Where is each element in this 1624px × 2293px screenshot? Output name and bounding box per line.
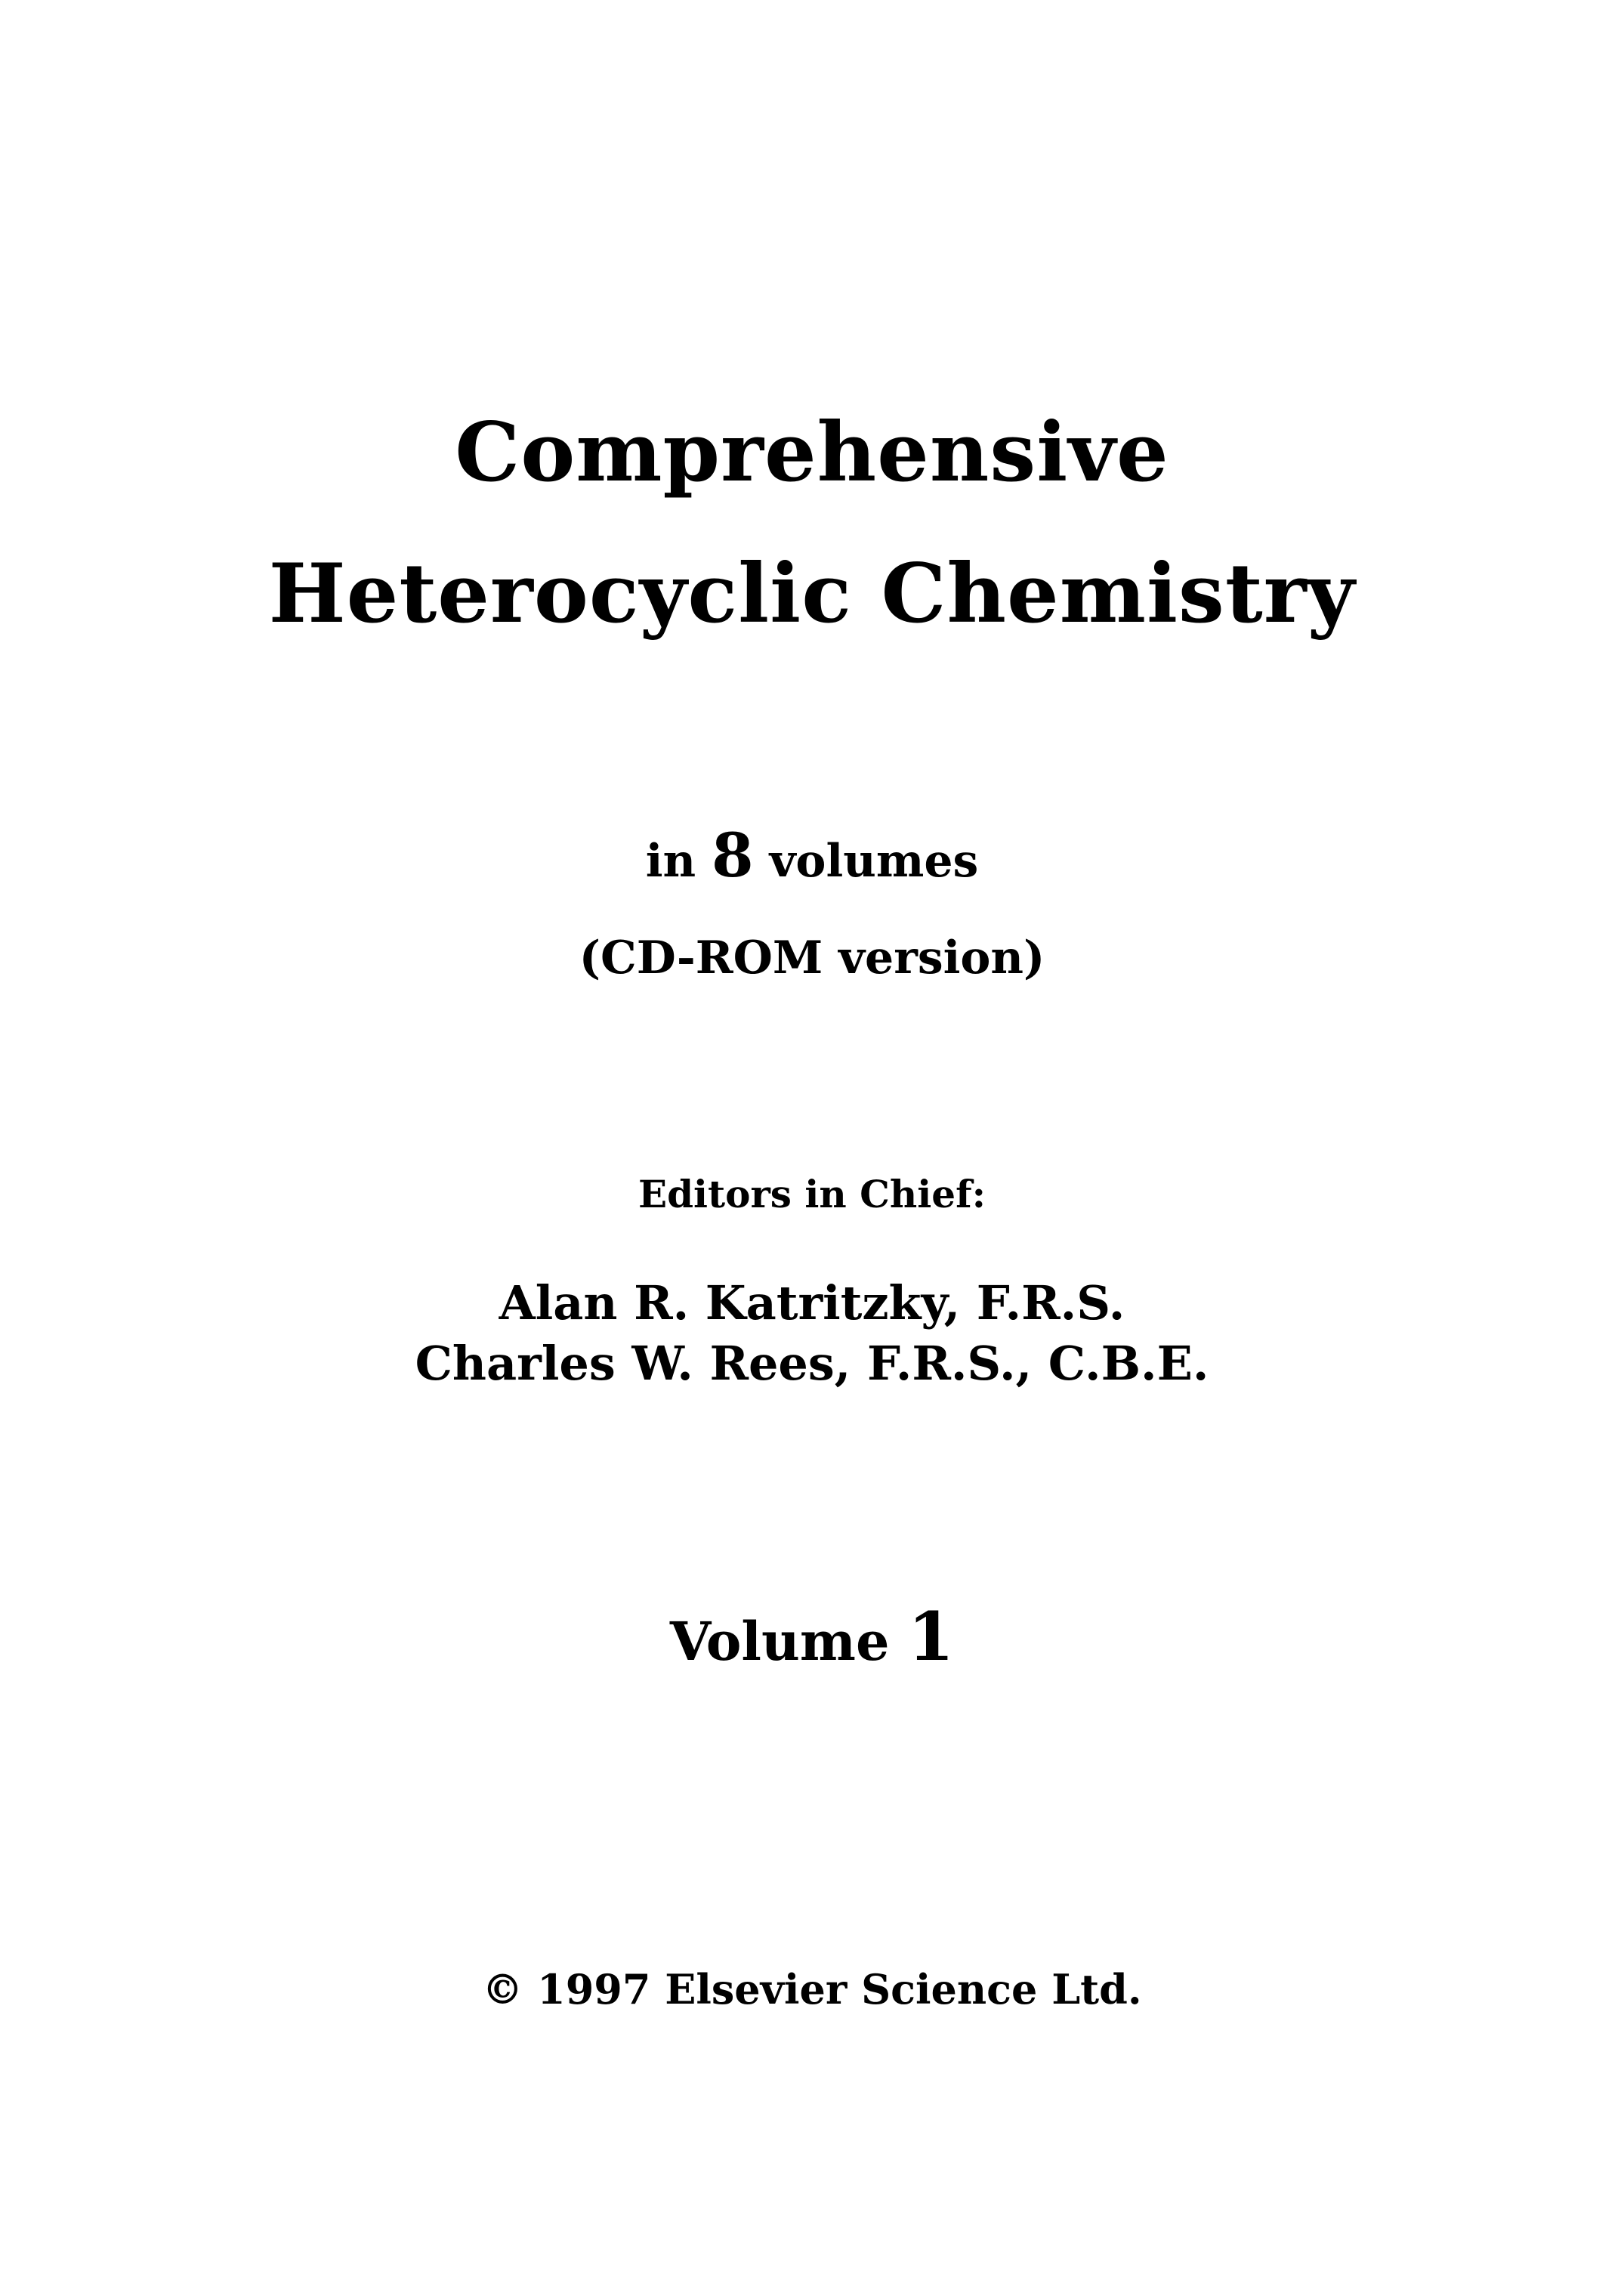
editor-name-1: Alan R. Katritzky, F.R.S. [499,1275,1125,1330]
editor-name-2: Charles W. Rees, F.R.S., C.B.E. [415,1336,1209,1391]
volume-number: 1 [907,1597,955,1676]
volume-count-suffix: volumes [769,835,979,888]
editors-label: Editors in Chief: [638,1172,986,1216]
edition-line: (CD-ROM version) [579,932,1045,984]
volume-count-number: 8 [712,820,754,891]
volume-label: Volume [669,1610,890,1673]
copyright-line: © 1997 Elsevier Science Ltd. [482,1965,1142,2013]
volume-count-line [0,820,1624,891]
volume-line [0,1597,1624,1676]
title-line-1: Comprehensive [455,405,1169,500]
volume-count-prefix: in [645,835,696,888]
title-line-2: Heterocyclic Chemistry [268,546,1356,641]
